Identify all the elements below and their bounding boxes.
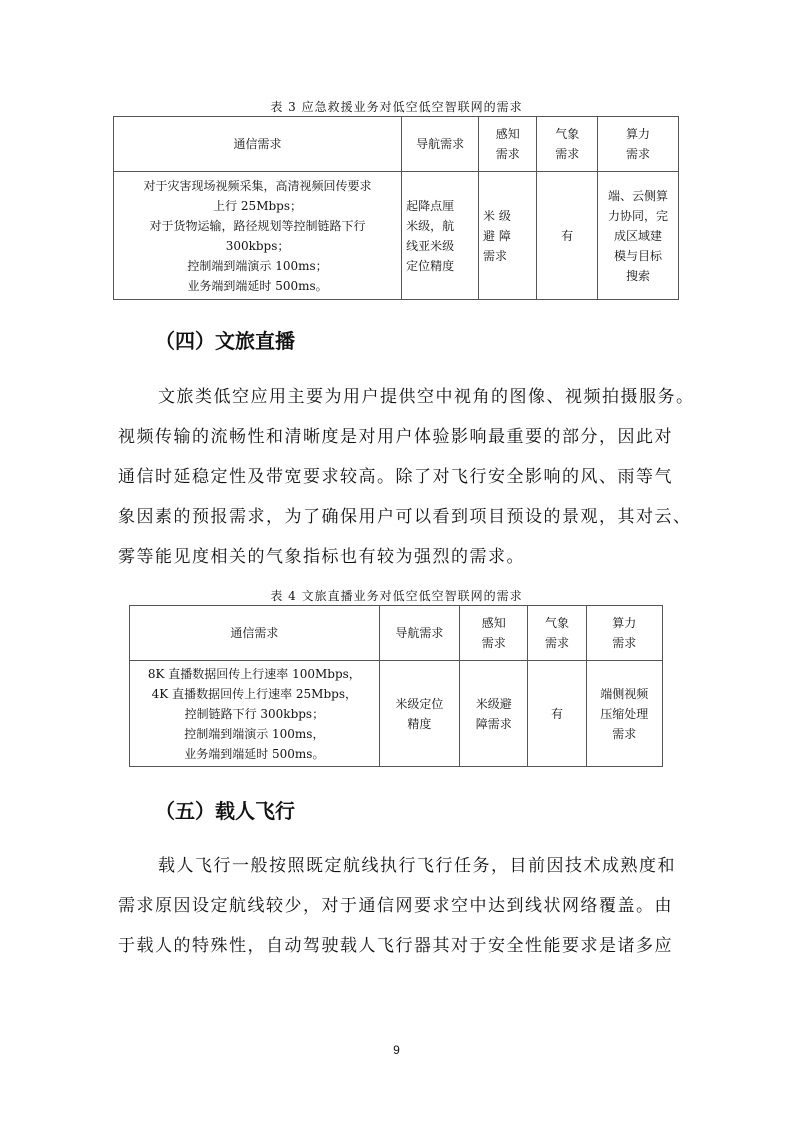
table3 — [113, 116, 679, 300]
section4-line-4: 象因素的预报需求，为了确保用户可以看到项目预设的景观，其对云、 — [118, 507, 692, 527]
table4-caption: 表 4 文旅直播业务对低空低空智联网的需求 — [270, 589, 523, 603]
section5-line-1: 载人飞行一般按照既定航线执行飞行任务，目前因技术成熟度和 — [158, 856, 676, 876]
table4-header-nav: 导航需求 — [379, 606, 460, 661]
table4-cell-sense: 米级避 障需求 — [460, 661, 528, 767]
section5-line-2: 需求原因设定航线较少，对于通信网要求空中达到线状网络覆盖。由 — [118, 896, 673, 916]
section4-line-3: 通信时延稳定性及带宽要求较高。除了对飞行安全影响的风、雨等气 — [118, 467, 673, 487]
table4 — [129, 605, 663, 767]
table4-header-comm: 通信需求 — [130, 606, 380, 661]
table4-header-row — [130, 606, 663, 661]
section4-line-5: 雾等能见度相关的气象指标也有较为强烈的需求。 — [118, 547, 525, 567]
table3-caption: 表 3 应急救援业务对低空低空智联网的需求 — [270, 100, 523, 114]
table3-cell-sense: 米 级 避 障 需求 — [479, 172, 537, 300]
table3-header-comm: 通信需求 — [114, 117, 402, 172]
table4-header-compute: 算力 需求 — [586, 606, 662, 661]
table3-cell-compute: 端、云侧算 力协同，完 成区域建 模与目标 搜索 — [597, 172, 678, 300]
table3-cell-comm: 对于灾害现场视频采集，高清视频回传要求 上行 25Mbps； 对于货物运输，路径规划等控制链路下行 300kbps； 控制端到端演示 100ms； 业务端到端延时 500ms。 — [114, 172, 402, 300]
table3-header-row — [114, 117, 679, 172]
section5-heading: （五）载人飞行 — [155, 799, 295, 823]
table4-cell-weather: 有 — [528, 661, 586, 767]
table3-row — [114, 172, 679, 300]
table4-cell-compute: 端侧视频 压缩处理 需求 — [586, 661, 662, 767]
section5-paragraph — [118, 846, 676, 966]
section4-heading: （四）文旅直播 — [155, 329, 295, 353]
table3-header-compute: 算力 需求 — [597, 117, 678, 172]
table3-header-nav: 导航需求 — [402, 117, 479, 172]
table3-cell-nav: 起降点厘 米级，航 线亚米级 定位精度 — [402, 172, 479, 300]
table4-header-sense: 感知 需求 — [460, 606, 528, 661]
table4-row — [130, 661, 663, 767]
table3-header-sense: 感知 需求 — [479, 117, 537, 172]
table3-cell-weather: 有 — [537, 172, 597, 300]
table4-cell-nav: 米级定位 精度 — [379, 661, 460, 767]
table4-header-weather: 气象 需求 — [528, 606, 586, 661]
section4-line-2: 视频传输的流畅性和清晰度是对用户体验影响最重要的部分，因此对 — [118, 427, 673, 447]
section4-line-1: 文旅类低空应用主要为用户提供空中视角的图像、视频拍摄服务。 — [158, 387, 695, 407]
page-number: 9 — [393, 1043, 400, 1057]
table4-cell-comm: 8K 直播数据回传上行速率 100Mbps， 4K 直播数据回传上行速率 25Mbps， 控制链路下行 300kbps； 控制端到端演示 100ms， 业务端到端延时 500ms。 — [130, 661, 380, 767]
section5-line-3: 于载人的特殊性，自动驾驶载人飞行器其对于安全性能要求是诸多应 — [118, 936, 673, 956]
section4-paragraph — [118, 377, 695, 577]
table3-header-weather: 气象 需求 — [537, 117, 597, 172]
